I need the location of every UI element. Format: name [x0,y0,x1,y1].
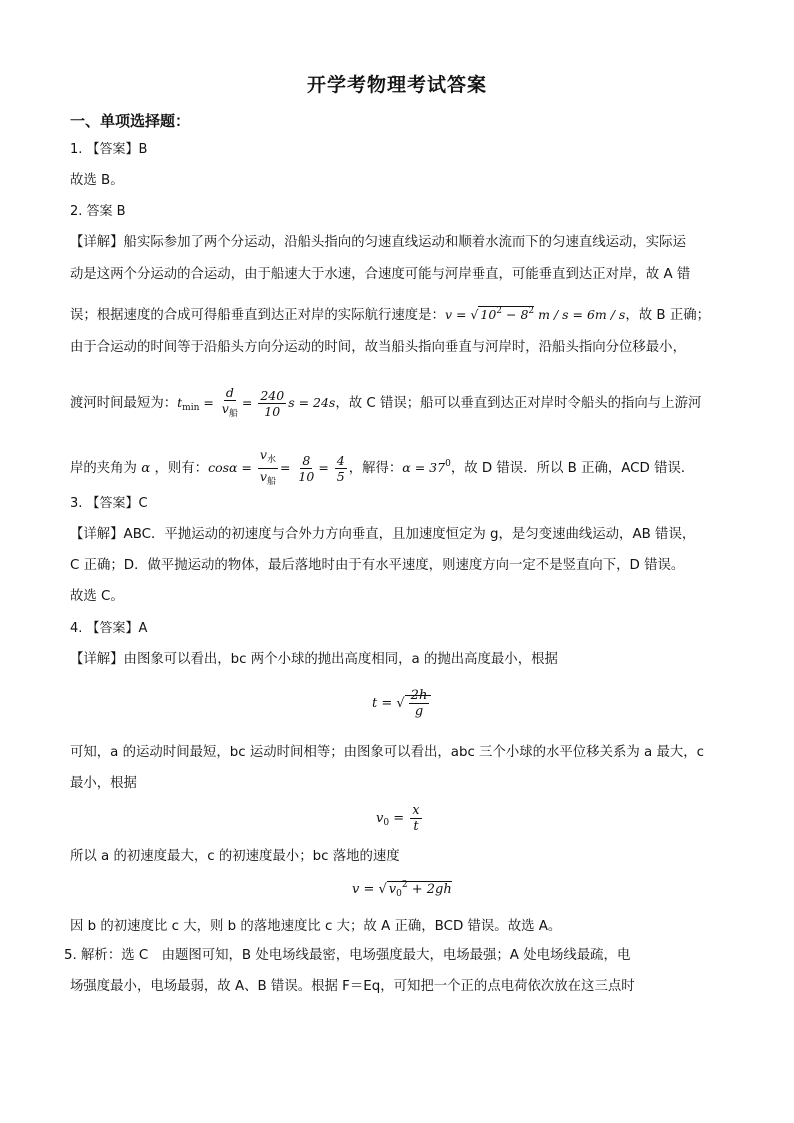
q2-detail-3a: 误；根据速度的合成可得船垂直到达正对岸的实际航行速度是： [70,308,445,323]
q4-detail-1: 【详解】由图象可以看出，bc 两个小球的抛出高度相同，a 的抛出高度最小，根据 [70,652,558,667]
q2-detail-4: 由于合运动的时间等于沿船头方向分运动的时间，故当船头指向垂直与河岸时，沿船头指向分位移最小， [70,340,686,355]
q4-detail-2: 可知，a 的运动时间最短，bc 运动时间相等；由图象可以看出，abc 三个小球的水平位移关系为 a 最大，c [70,745,704,760]
alpha-symbol: α [136,461,155,476]
q2-detail-6a: 岸的夹角为 [70,461,137,476]
cos-formula: cosα = $\frac{v_水}{v_船}$ = $\frac{8}{10}$ = $\frac{4}{5}$ [208,447,345,487]
q2-detail-3 [70,302,710,325]
formula-v0: $v_0$ = $\frac{x}{t}$ [376,803,420,834]
q3-detail-1: 【详解】ABC．平抛运动的初速度与合外力方向垂直，且加速度恒定为 g，是匀变速曲线运动，AB 错误， [70,527,696,542]
q1-answer-line: 1. 【答案】B [70,142,148,157]
q2-detail-2: 动是这两个分运动的合运动，由于船速大于水速，合速度可能与河岸垂直，可能垂直到达正对岸，故 A 错 [70,267,691,282]
q3-answer-line: 3. 【答案】C [70,496,148,511]
q2-detail-3b: ，故 B 正确； [625,308,710,323]
time-formula: $t_{min}$ = $\frac{d}{v_船}$ = $\frac{240}{10}$ s = 24s [177,385,336,419]
q2-detail-6b: ，则有： [154,461,209,476]
q2-detail-1: 【详解】船实际参加了两个分运动，沿船头指向的匀速直线运动和顺着水流而下的匀速直线运动，实际运 [70,235,686,250]
formula-v: v = √ $v_0^2 + 2gh$ [352,880,452,899]
q1-conclusion: 故选 B。 [70,173,124,188]
formula-t: t = √ $\frac{2h}{g}$ [372,688,431,719]
q5-line-1: 5. 解析：选 C 由题图可知，B 处电场线最密，电场强度最大，电场最强；A 处电场线最疏，电 [64,948,631,963]
section-heading: 一、单项选择题： [70,112,191,130]
q4-detail-3: 最小，根据 [70,776,137,791]
q2-detail-5b: ，故 C 错误；船可以垂直到达正对岸时令船头的指向与上游河 [335,396,702,411]
q5-line-2: 场强度最小，电场最弱，故 A、B 错误。根据 F＝Eq，可知把一个正的点电荷依次放在这三点时 [70,979,635,994]
q4-answer-line: 4. 【答案】A [70,621,148,636]
alpha-formula: $\alpha = 37^0$ [402,459,451,475]
q3-conclusion: 故选 C。 [70,589,124,604]
q4-detail-4: 所以 a 的初速度最大，c 的初速度最小；bc 落地的速度 [70,849,400,864]
q4-detail-5: 因 b 的初速度比 c 大，则 b 的落地速度比 c 大；故 A 正确，BCD 错误。故选 A。 [70,919,562,934]
q2-detail-5a: 渡河时间最短为： [70,396,178,411]
q2-answer-line: 2. 答案 B [70,204,126,219]
document-title: 开学考物理考试答案 [306,74,487,96]
speed-formula: v = √ $10^2 - 8^2$ m / s = 6m / s [444,306,626,322]
q3-detail-2: C 正确；D．做平抛运动的物体，最后落地时由于有水平速度，则速度方向一定不是竖直向下，D 错误。 [70,558,685,573]
q2-detail-6 [70,447,694,490]
q2-detail-6c: ，解得： [348,461,403,476]
q2-detail-6d: ，故 D 错误．所以 B 正确，ACD 错误． [450,461,695,476]
q2-detail-5 [70,385,701,422]
